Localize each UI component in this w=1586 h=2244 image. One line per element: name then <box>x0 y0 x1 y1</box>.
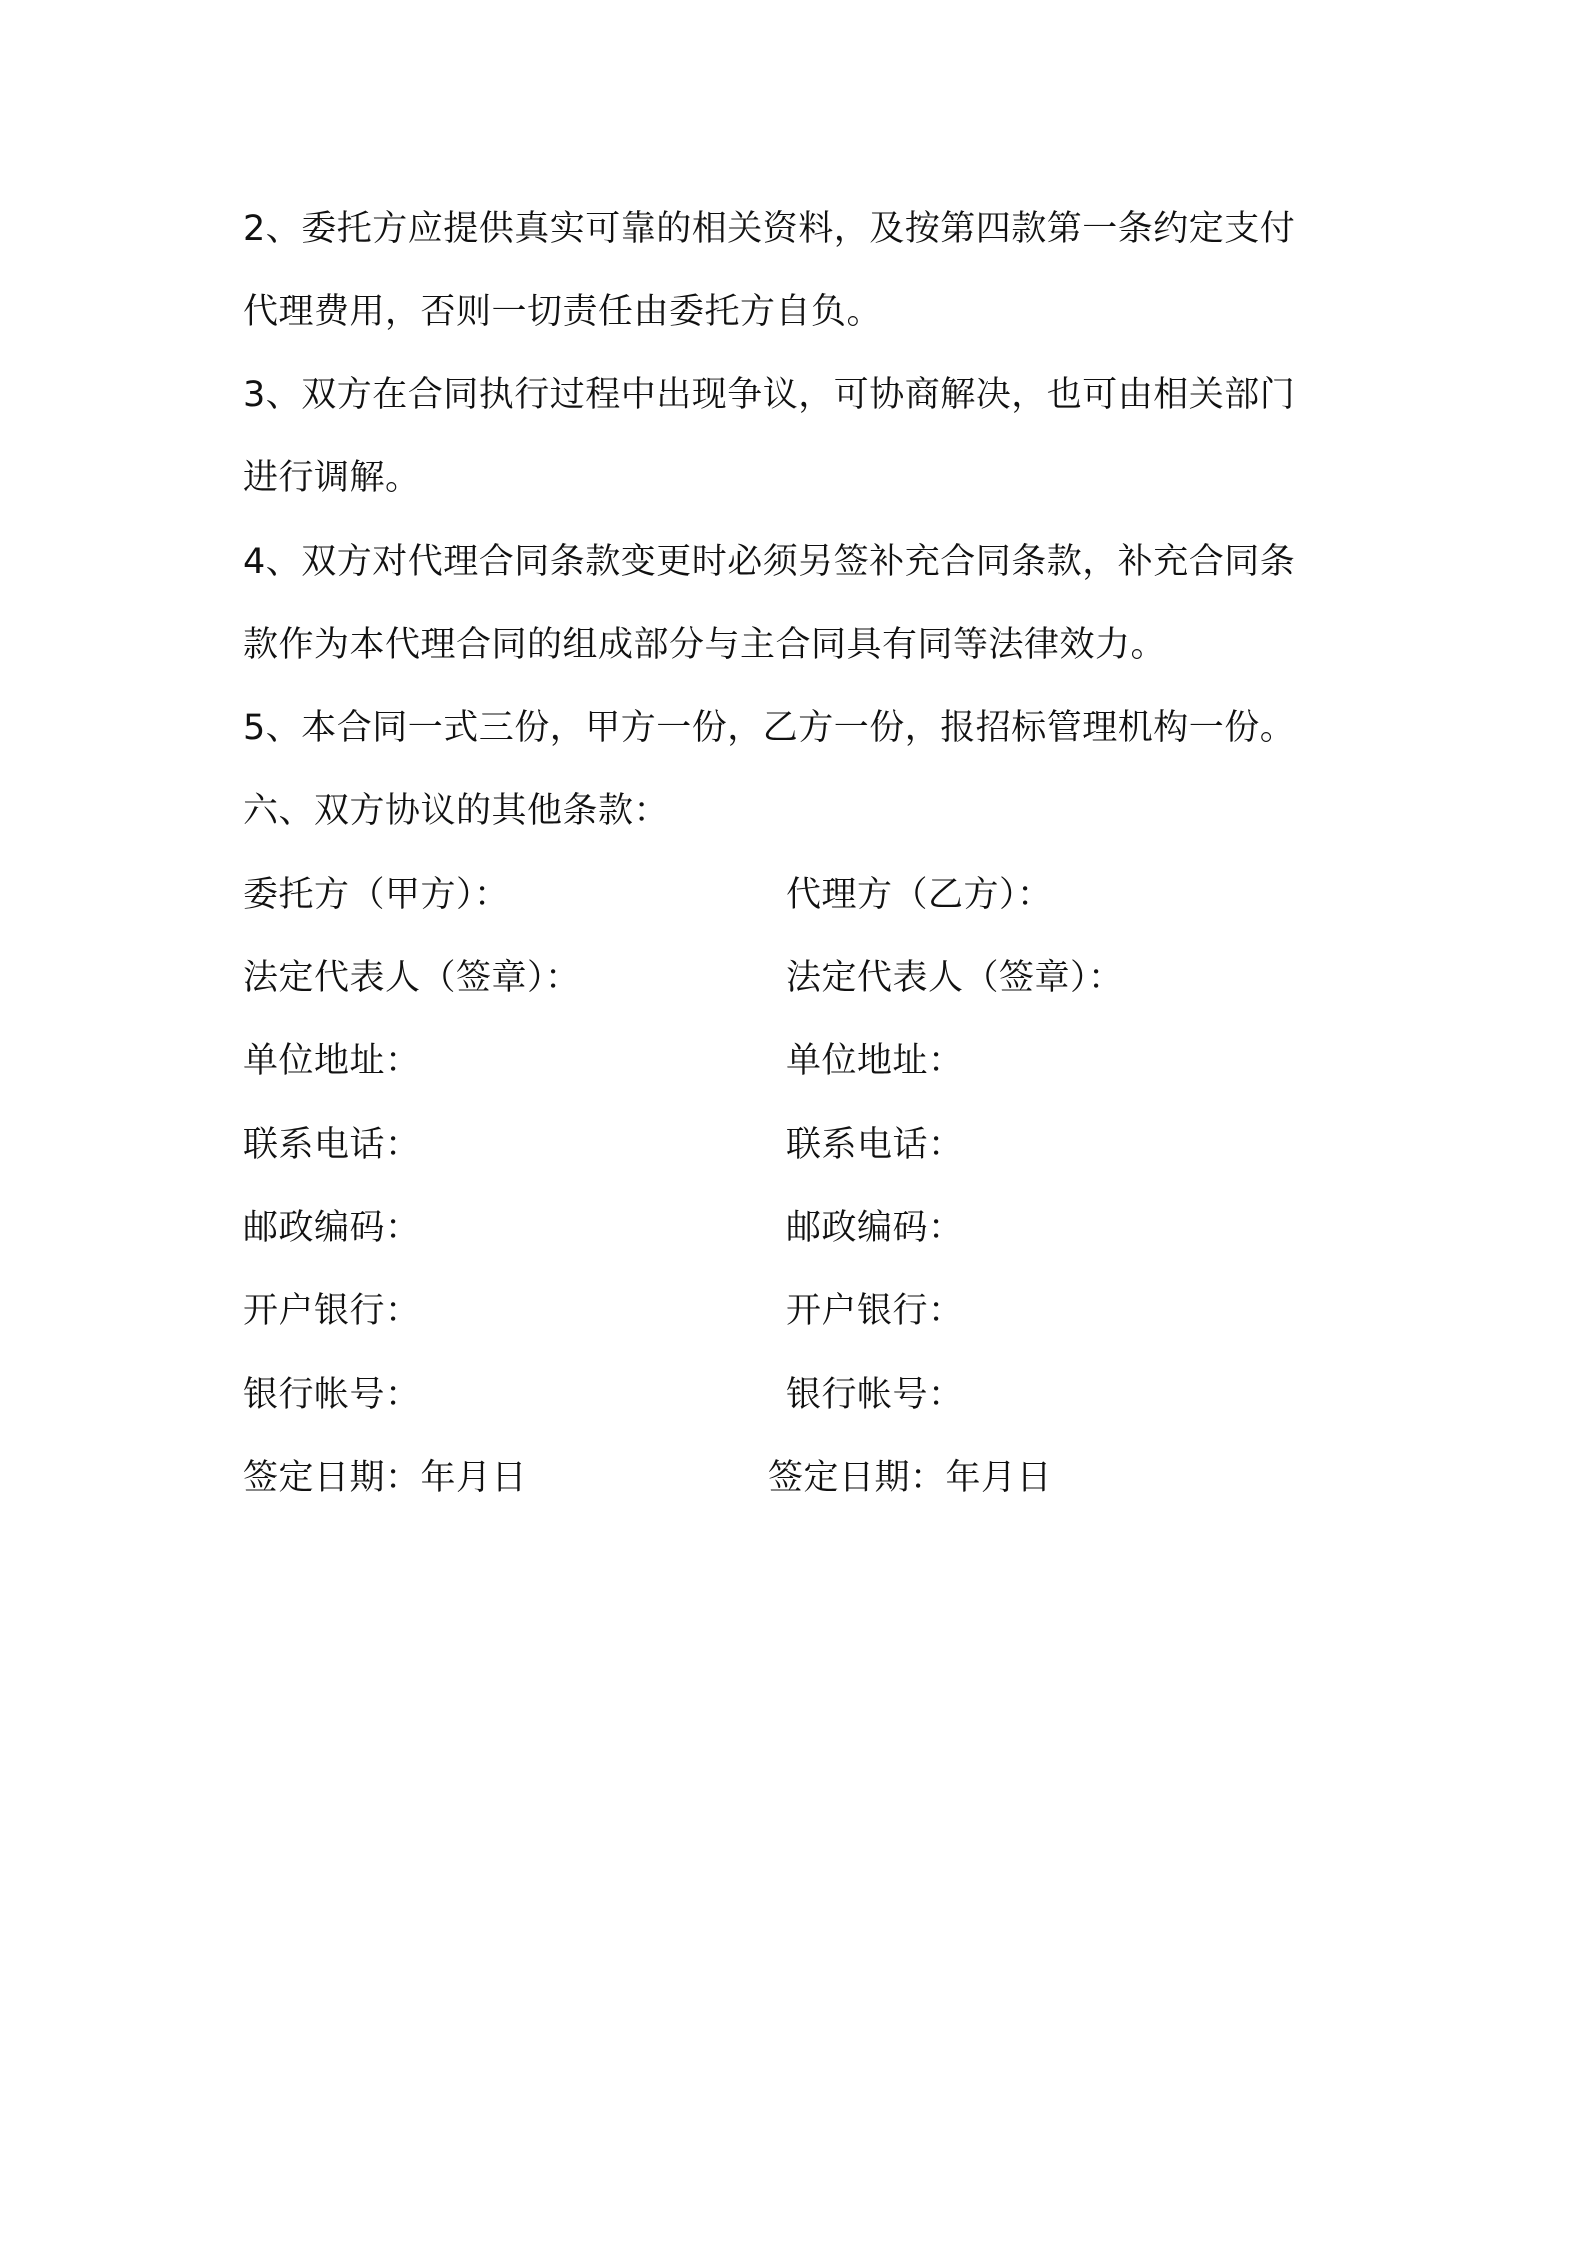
section-6-heading: 六、双方协议的其他条款： <box>243 791 670 831</box>
agent-phone-label: 联系电话： <box>786 1125 964 1165</box>
client-legal-rep-label: 法定代表人（签章）： <box>243 958 581 998</box>
client-postcode-label: 邮政编码： <box>243 1208 421 1248</box>
client-account-label: 银行帐号： <box>243 1375 421 1415</box>
clause-2-line-1: 2、委托方应提供真实可靠的相关资料，及按第四款第一条约定支付 <box>243 209 1296 249</box>
clause-3-line-2: 进行调解。 <box>243 458 421 498</box>
clause-3-line-1: 3、双方在合同执行过程中出现争议，可协商解决，也可由相关部门 <box>243 375 1296 415</box>
clause-4-line-1: 4、双方对代理合同条款变更时必须另签补充合同条款，补充合同条 <box>243 542 1296 582</box>
client-sign-date-label: 签定日期：年月日 <box>243 1458 528 1498</box>
agent-bank-label: 开户银行： <box>786 1291 964 1331</box>
agent-address-label: 单位地址： <box>786 1041 964 1081</box>
client-address-label: 单位地址： <box>243 1041 421 1081</box>
clause-4-line-2: 款作为本代理合同的组成部分与主合同具有同等法律效力。 <box>243 625 1167 665</box>
client-party-label: 委托方（甲方）： <box>243 875 510 915</box>
agent-party-label: 代理方（乙方）： <box>786 875 1053 915</box>
client-phone-label: 联系电话： <box>243 1125 421 1165</box>
client-bank-label: 开户银行： <box>243 1291 421 1331</box>
agent-postcode-label: 邮政编码： <box>786 1208 964 1248</box>
clause-2-line-2: 代理费用，否则一切责任由委托方自负。 <box>243 292 883 332</box>
agent-sign-date-label: 签定日期：年月日 <box>768 1458 1053 1498</box>
agent-account-label: 银行帐号： <box>786 1375 964 1415</box>
clause-5: 5、本合同一式三份，甲方一份，乙方一份，报招标管理机构一份。 <box>243 708 1296 748</box>
agent-legal-rep-label: 法定代表人（签章）： <box>786 958 1124 998</box>
